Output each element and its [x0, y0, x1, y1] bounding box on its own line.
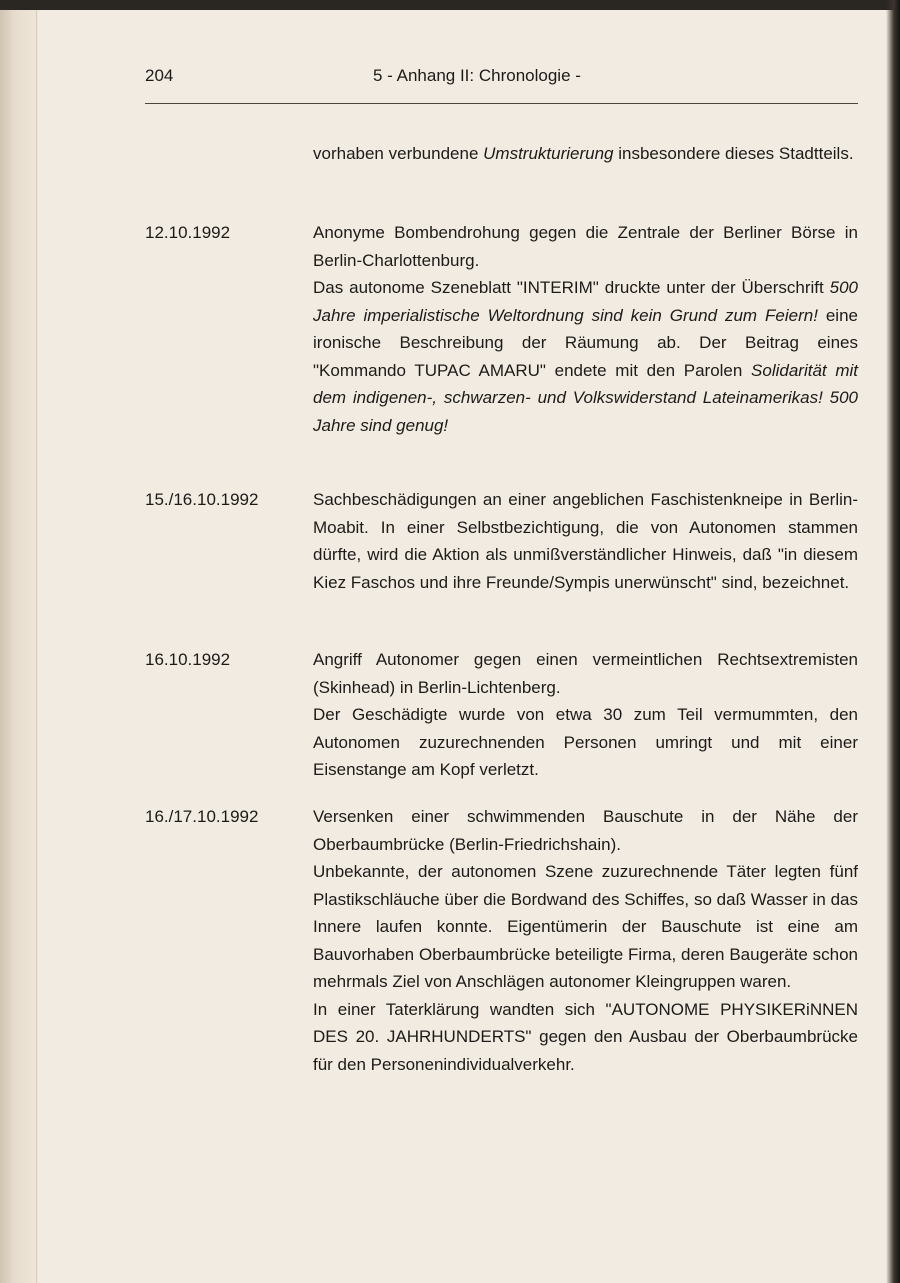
entry-date: 15./16.10.1992: [145, 490, 259, 509]
intro-text-1: vorhaben verbundene: [313, 144, 484, 163]
entry-text: [313, 803, 858, 1078]
entry-emphasis: Solidarität mit dem indigenen-, schwarzen- und Volkswiderstand Lateinamerikas! 500 Jahre sind genug!: [313, 360, 859, 435]
page-number: 204: [145, 66, 174, 85]
entry-text-run: Das autonome Szeneblatt "INTERIM" druckte unter der Überschrift: [313, 278, 830, 297]
entry-text-run: eine ironische Beschreibung der Räumung ab. Der Beitrag eines "Kommando TUPAC AMARU" endete mit den Parolen: [313, 305, 858, 380]
page-gutter: [0, 10, 38, 1283]
scan-right-shadow: [886, 0, 900, 1283]
entry-text: [313, 219, 858, 439]
entry-text: [313, 486, 858, 596]
scan-top-edge: [0, 0, 900, 10]
entry-date: 16./17.10.1992: [145, 807, 259, 826]
entry-paragraph: Sachbeschädigungen an einer angeblichen Faschistenkneipe in Berlin-Moabit. In einer Selbstbezichtigung, die von Autonomen stammen dürfte, wird die Aktion als unmißverständlicher Hinweis, daß "in diesem Kiez Faschos und ihre Freunde/Sympis unerwünscht" sind, bezeichnet.: [313, 490, 858, 592]
entry-paragraph: Der Geschädigte wurde von etwa 30 zum Teil vermummten, den Autonomen zuzurechnenden Personen umringt und mit einer Eisenstange am Kopf verletzt.: [313, 705, 858, 779]
entry-emphasis: 500 Jahre imperialistische Weltordnung sind kein Grund zum Feiern!: [313, 278, 858, 325]
gutter-line: [36, 10, 37, 1283]
intro-text-2: insbesondere dieses Stadtteils.: [613, 144, 854, 163]
entry-paragraph: Versenken einer schwimmenden Bauschute in der Nähe der Oberbaumbrücke (Berlin-Friedrichshain).: [313, 807, 858, 854]
entry-paragraph: Unbekannte, der autonomen Szene zuzurechnende Täter legten fünf Plastikschläuche über die Bordwand des Schiffes, so daß Wasser in das Innere laufen konnte. Eigentümerin der Bauschute ist eine am Bauvorhaben Oberbaumbrücke beteiligte Firma, deren Baugeräte schon mehrmals Ziel von Anschlägen autonomer Kleingruppen waren.: [313, 862, 858, 991]
chapter-title: 5 - Anhang II: Chronologie -: [373, 66, 581, 85]
entry-paragraph: In einer Taterklärung wandten sich "AUTONOME PHYSIKERiNNEN DES 20. JAHRHUNDERTS" gegen den Ausbau der Oberbaumbrücke für den Personenindividualverkehr.: [313, 999, 858, 1074]
entry-paragraph: Anonyme Bombendrohung gegen die Zentrale der Berliner Börse in Berlin-Charlottenburg.: [313, 223, 858, 270]
entry-date: 12.10.1992: [145, 223, 231, 242]
entry-paragraph: [313, 274, 858, 439]
running-header: [145, 66, 858, 88]
entry-paragraph: Angriff Autonomer gegen einen vermeintlichen Rechtsextremisten (Skinhead) in Berlin-Lichtenberg.: [313, 650, 858, 697]
entry-date: 16.10.1992: [145, 650, 231, 669]
intro-paragraph: [313, 140, 858, 168]
entry-text: [313, 646, 858, 784]
header-rule: [145, 103, 858, 104]
intro-emphasis: Umstrukturierung: [483, 144, 614, 163]
